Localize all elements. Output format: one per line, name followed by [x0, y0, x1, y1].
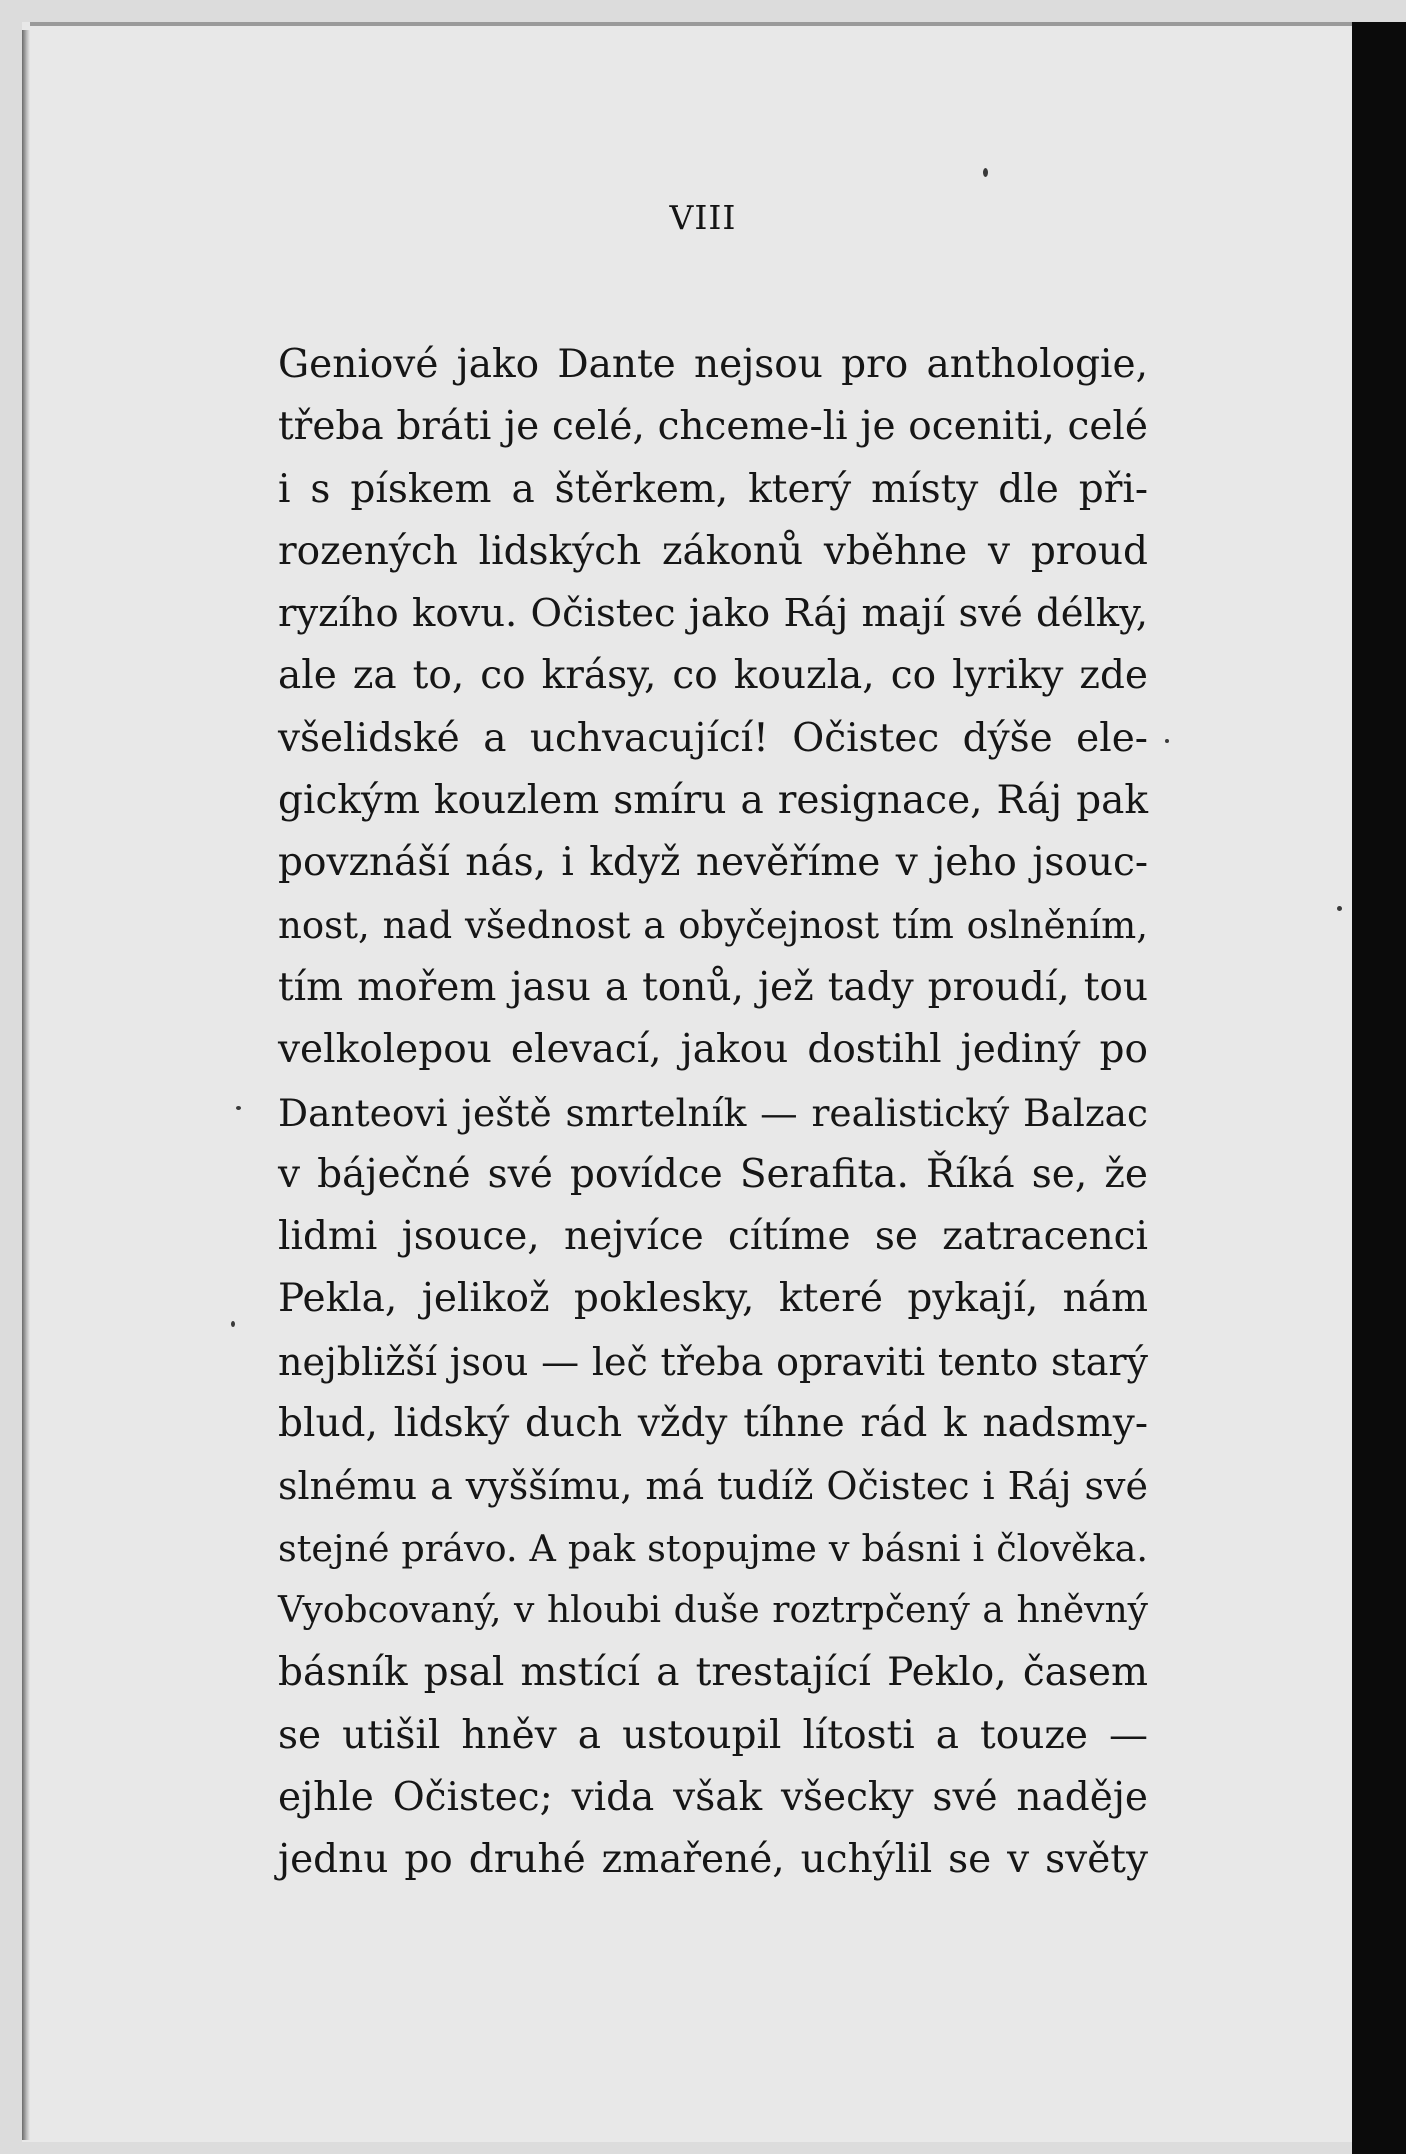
text-line: se utišil hněv a ustoupil lítosti a touze —: [278, 1712, 1148, 1758]
text-line: slnému a vyššímu, má tudíž Očistec i Ráj své: [278, 1464, 1148, 1509]
text-line: tím mořem jasu a tonů, jež tady proudí, tou: [278, 964, 1148, 1010]
text-line: nejbližší jsou — leč třeba opraviti tento starý: [278, 1339, 1148, 1384]
body-text: [278, 334, 1148, 1891]
text-line: Geniové jako Dante nejsou pro anthologie,: [278, 342, 1148, 387]
text-line: Pekla, jelikož poklesky, které pykají, nám: [278, 1276, 1148, 1322]
text-line: Danteovi ještě smrtelník — realistický Balzac: [278, 1090, 1148, 1135]
text-line: ale za to, co krásy, co kouzla, co lyriky zde: [278, 653, 1148, 699]
text-line: rozených lidských zákonů vběhne v proud: [278, 528, 1148, 574]
text-line: i s pískem a štěrkem, který místy dle při-: [278, 466, 1148, 512]
text-line: třeba bráti je celé, chceme-li je oceniti, celé: [278, 404, 1148, 450]
text-line: v báječné své povídce Serafita. Říká se, že: [278, 1151, 1148, 1197]
text-line: blud, lidský duch vždy tíhne rád k nadsmy-: [278, 1401, 1148, 1447]
text-line: ryzího kovu. Očistec jako Ráj mají své délky,: [278, 591, 1148, 637]
page-left-edge: [22, 30, 30, 2140]
text-line: všelidské a uchvacující! Očistec dýše ele-: [278, 715, 1148, 761]
ink-speck: [983, 168, 988, 177]
text-line: gickým kouzlem smíru a resignace, Ráj pak: [278, 778, 1148, 824]
ink-speck: [231, 1321, 235, 1327]
text-line: ejhle Očistec; vida však všecky své naděje: [278, 1774, 1148, 1820]
scan-dark-border: [1352, 22, 1406, 2154]
page-top-edge: [30, 22, 1352, 26]
text-line: velkolepou elevací, jakou dostihl jediný po: [278, 1027, 1148, 1073]
ink-speck: [1337, 906, 1342, 911]
text-line: jednu po druhé zmařené, uchýlil se v světy: [278, 1837, 1148, 1883]
ink-speck: [236, 1106, 241, 1110]
text-line: básník psal mstící a trestající Peklo, časem: [278, 1650, 1148, 1696]
text-line: povznáší nás, i když nevěříme v jeho jsouc-: [278, 840, 1148, 886]
text-line: lidmi jsouce, nejvíce cítíme se zatracenci: [278, 1214, 1148, 1260]
ink-speck: [1165, 739, 1169, 743]
text-line: nost, nad všednost a obyčejnost tím oslněním,: [278, 903, 1148, 947]
page-number: VIII: [669, 198, 737, 237]
text-line: Vyobcovaný, v hloubi duše roztrpčený a hněvný: [278, 1589, 1148, 1631]
text-line: stejné právo. A pak stopujme v básni i člověka.: [278, 1526, 1148, 1570]
